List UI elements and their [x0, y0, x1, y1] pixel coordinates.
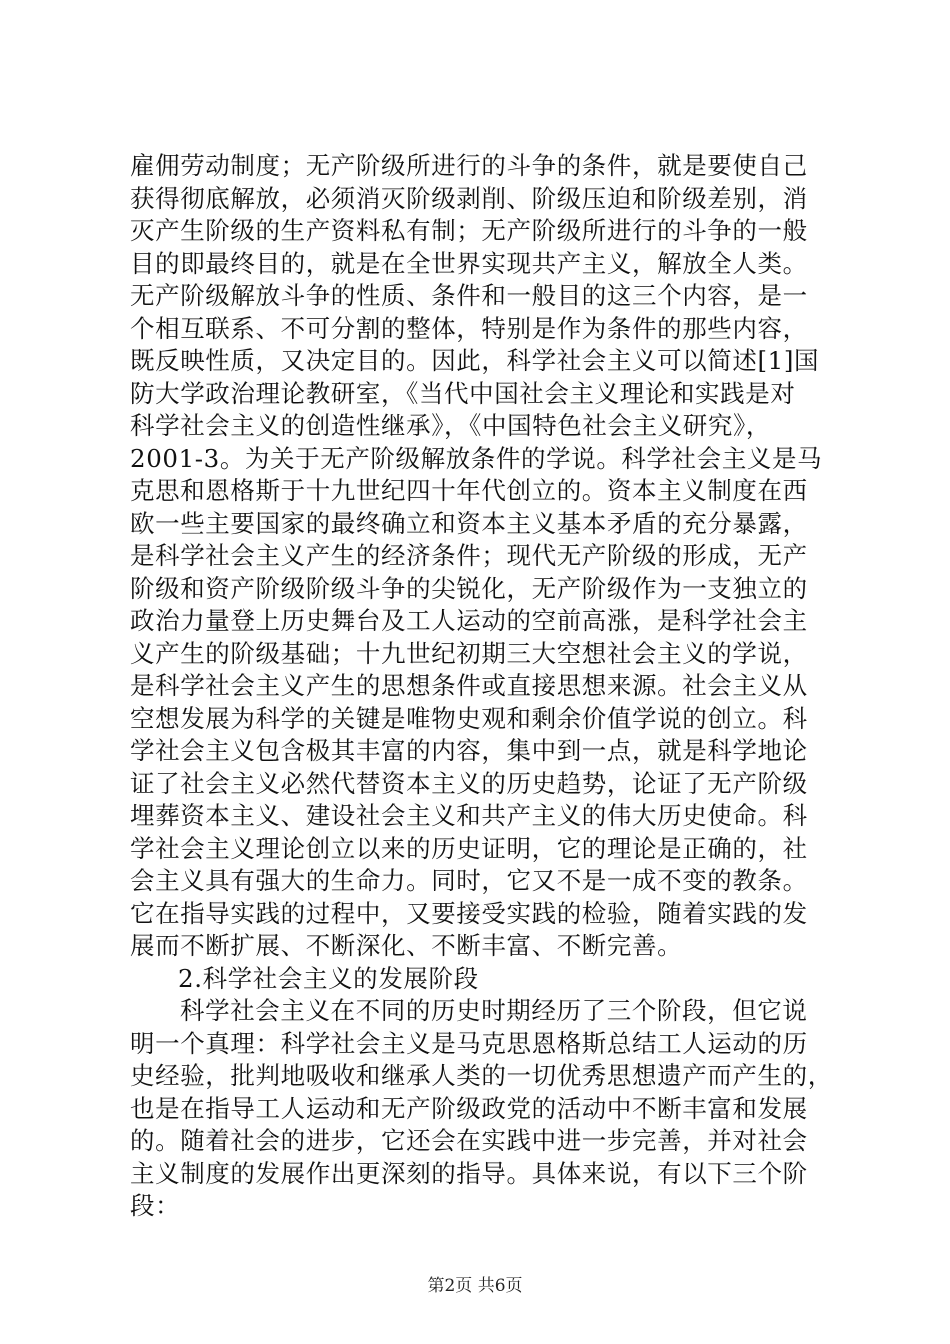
section-heading: 2.科学社会主义的发展阶段 [178, 963, 479, 993]
page-number-footer: 第2页 共6页 [427, 1276, 523, 1296]
text-line: 目的即最终目的，就是在全世界实现共产主义，解放全人类。 [130, 248, 808, 278]
text-line: 明一个真理：科学社会主义是马克思恩格斯总结工人运动的历 [130, 1028, 808, 1058]
document-body [130, 150, 833, 1223]
text-line: 学社会主义理论创立以来的历史证明，它的理论是正确的，社 [130, 833, 808, 863]
text-line: 它在指导实践的过程中，又要接受实践的检验，随着实践的发 [130, 898, 808, 928]
text-line: 也是在指导工人运动和无产阶级政党的活动中不断丰富和发展 [130, 1093, 808, 1123]
text-line: 展而不断扩展、不断深化、不断丰富、不断完善。 [130, 931, 683, 960]
text-line: 会主义具有强大的生命力。同时，它又不是一成不变的教条。 [130, 866, 808, 895]
text-line: 的。随着社会的进步，它还会在实践中进一步完善，并对社会 [130, 1126, 808, 1155]
text-line: 防大学政治理论教研室，《当代中国社会主义理论和实践是对 [130, 378, 796, 408]
text-line: 科学社会主义在不同的历史时期经历了三个阶段，但它说 [180, 996, 808, 1025]
text-line: 个相互联系、不可分割的整体，特别是作为条件的那些内容， [130, 313, 808, 343]
text-line: 埋葬资本主义、建设社会主义和共产主义的伟大历史使命。科 [130, 801, 808, 830]
text-line: 科学社会主义的创造性继承》，《中国特色社会主义研究》， [130, 411, 771, 440]
text-line: 是科学社会主义产生的经济条件；现代无产阶级的形成，无产 [130, 541, 808, 570]
text-line: 既反映性质，又决定目的。因此，科学社会主义可以简述[1]国 [130, 346, 820, 375]
text-line: 史经验，批判地吸收和继承人类的一切优秀思想遗产而产生的， [130, 1061, 833, 1090]
text-line: 灭产生阶级的生产资料私有制；无产阶级所进行的斗争的一般 [130, 216, 808, 245]
text-line: 克思和恩格斯于十九世纪四十年代创立的。资本主义制度在西 [130, 476, 808, 505]
text-line: 是科学社会主义产生的思想条件或直接思想来源。社会主义从 [130, 671, 808, 700]
text-line: 主义制度的发展作出更深刻的指导。具体来说，有以下三个阶 [130, 1158, 808, 1188]
text-line: 义产生的阶级基础；十九世纪初期三大空想社会主义的学说， [130, 638, 808, 668]
text-line: 学社会主义包含极其丰富的内容，集中到一点，就是科学地论 [130, 736, 808, 765]
text-line: 阶级和资产阶级阶级斗争的尖锐化，无产阶级作为一支独立的 [130, 573, 808, 603]
text-line: 政治力量登上历史舞台及工人运动的空前高涨，是科学社会主 [130, 606, 808, 635]
text-line: 雇佣劳动制度；无产阶级所进行的斗争的条件，就是要使自己 [130, 151, 808, 180]
text-line: 获得彻底解放，必须消灭阶级剥削、阶级压迫和阶级差别，消 [130, 183, 808, 213]
text-line: 段： [130, 1191, 181, 1220]
text-line: 空想发展为科学的关键是唯物史观和剩余价值学说的创立。科 [130, 703, 808, 733]
text-line: 2001-3。为关于无产阶级解放条件的学说。科学社会主义是马 [130, 443, 823, 473]
text-line: 无产阶级解放斗争的性质、条件和一般目的这三个内容，是一 [130, 281, 808, 310]
text-line: 证了社会主义必然代替资本主义的历史趋势，论证了无产阶级 [130, 768, 808, 798]
text-line: 欧一些主要国家的最终确立和资本主义基本矛盾的充分暴露， [130, 508, 808, 538]
